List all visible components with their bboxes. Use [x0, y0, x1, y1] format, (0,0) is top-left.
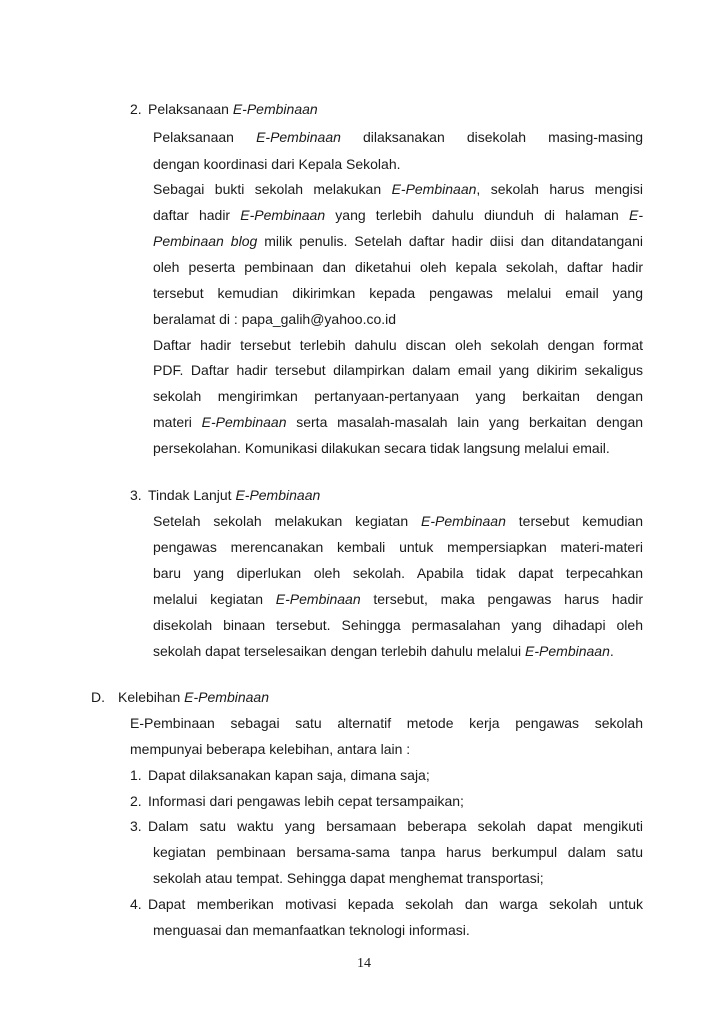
- list-item-text: menguasai dan memanfaatkan teknologi informasi.: [153, 922, 470, 938]
- paragraph-line: disekolah binaan tersebut. Sehingga permasalahan yang dihadapi oleh: [153, 617, 643, 633]
- section-2-number: 2.: [130, 101, 142, 117]
- list-item-text: sekolah atau tempat. Sehingga dapat menghemat transportasi;: [153, 870, 544, 886]
- paragraph-line: mempunyai beberapa kelebihan, antara lain :: [130, 741, 411, 757]
- list-item-text: Dapat memberikan motivasi kepada sekolah dan warga sekolah untuk: [148, 896, 643, 912]
- list-item-text: Dapat dilaksanakan kapan saja, dimana saja;: [148, 767, 430, 783]
- section-2-title: Pelaksanaan E-Pembinaan: [148, 101, 318, 117]
- paragraph-line: E-Pembinaan sebagai satu alternatif metode kerja pengawas sekolah: [130, 715, 643, 731]
- paragraph-line: dengan koordinasi dari Kepala Sekolah.: [153, 156, 401, 172]
- section-3-number: 3.: [130, 487, 142, 503]
- paragraph-line: melalui kegiatan E-Pembinaan tersebut, maka pengawas harus hadir: [153, 591, 644, 607]
- paragraph-line: Sebagai bukti sekolah melakukan E-Pembinaan, sekolah harus mengisi: [153, 181, 644, 197]
- list-item-number: 2.: [130, 793, 142, 809]
- paragraph-line: sekolah dapat terselesaikan dengan terlebih dahulu melalui E-Pembinaan.: [153, 643, 614, 659]
- paragraph-line: daftar hadir E-Pembinaan yang terlebih dahulu diunduh di halaman E-: [153, 207, 644, 223]
- list-item-text: Informasi dari pengawas lebih cepat tersampaikan;: [148, 793, 464, 809]
- paragraph-line: Setelah sekolah melakukan kegiatan E-Pembinaan tersebut kemudian: [153, 513, 644, 529]
- paragraph-line: Pelaksanaan E-Pembinaan dilaksanakan disekolah masing-masing: [153, 129, 644, 145]
- paragraph-line: Pembinaan blog milik penulis. Setelah daftar hadir diisi dan ditandatangani: [153, 233, 643, 249]
- email-address-line: beralamat di : papa_galih@yahoo.co.id: [153, 311, 397, 327]
- paragraph-line: Daftar hadir tersebut terlebih dahulu discan oleh sekolah dengan format: [153, 337, 643, 353]
- paragraph-line: materi E-Pembinaan serta masalah-masalah lain yang berkaitan dengan: [153, 414, 644, 430]
- list-item-number: 4.: [130, 896, 142, 912]
- list-item-number: 1.: [130, 767, 142, 783]
- paragraph-line: baru yang diperlukan oleh sekolah. Apabila tidak dapat terpecahkan: [153, 565, 643, 581]
- section-3-title: Tindak Lanjut E-Pembinaan: [148, 487, 321, 503]
- paragraph-line: tersebut kemudian dikirimkan kepada pengawas melalui email yang: [153, 285, 643, 301]
- page-number: 14: [357, 956, 371, 971]
- paragraph-line: PDF. Daftar hadir tersebut dilampirkan dalam email yang dikirim sekaligus: [153, 362, 643, 378]
- section-d-letter: D.: [91, 689, 105, 705]
- paragraph-line: oleh peserta pembinaan dan diketahui oleh kepala sekolah, daftar hadir: [153, 259, 643, 275]
- list-item-text: Dalam satu waktu yang bersamaan beberapa sekolah dapat mengikuti: [148, 818, 643, 834]
- paragraph-line: sekolah mengirimkan pertanyaan-pertanyaan yang berkaitan dengan: [153, 388, 643, 404]
- list-item-number: 3.: [130, 818, 142, 834]
- section-d-title: Kelebihan E-Pembinaan: [118, 689, 269, 705]
- paragraph-line: persekolahan. Komunikasi dilakukan secara tidak langsung melalui email.: [153, 440, 610, 456]
- paragraph-line: pengawas merencanakan kembali untuk mempersiapkan materi-materi: [153, 539, 643, 555]
- list-item-text: kegiatan pembinaan bersama-sama tanpa harus berkumpul dalam satu: [153, 844, 643, 860]
